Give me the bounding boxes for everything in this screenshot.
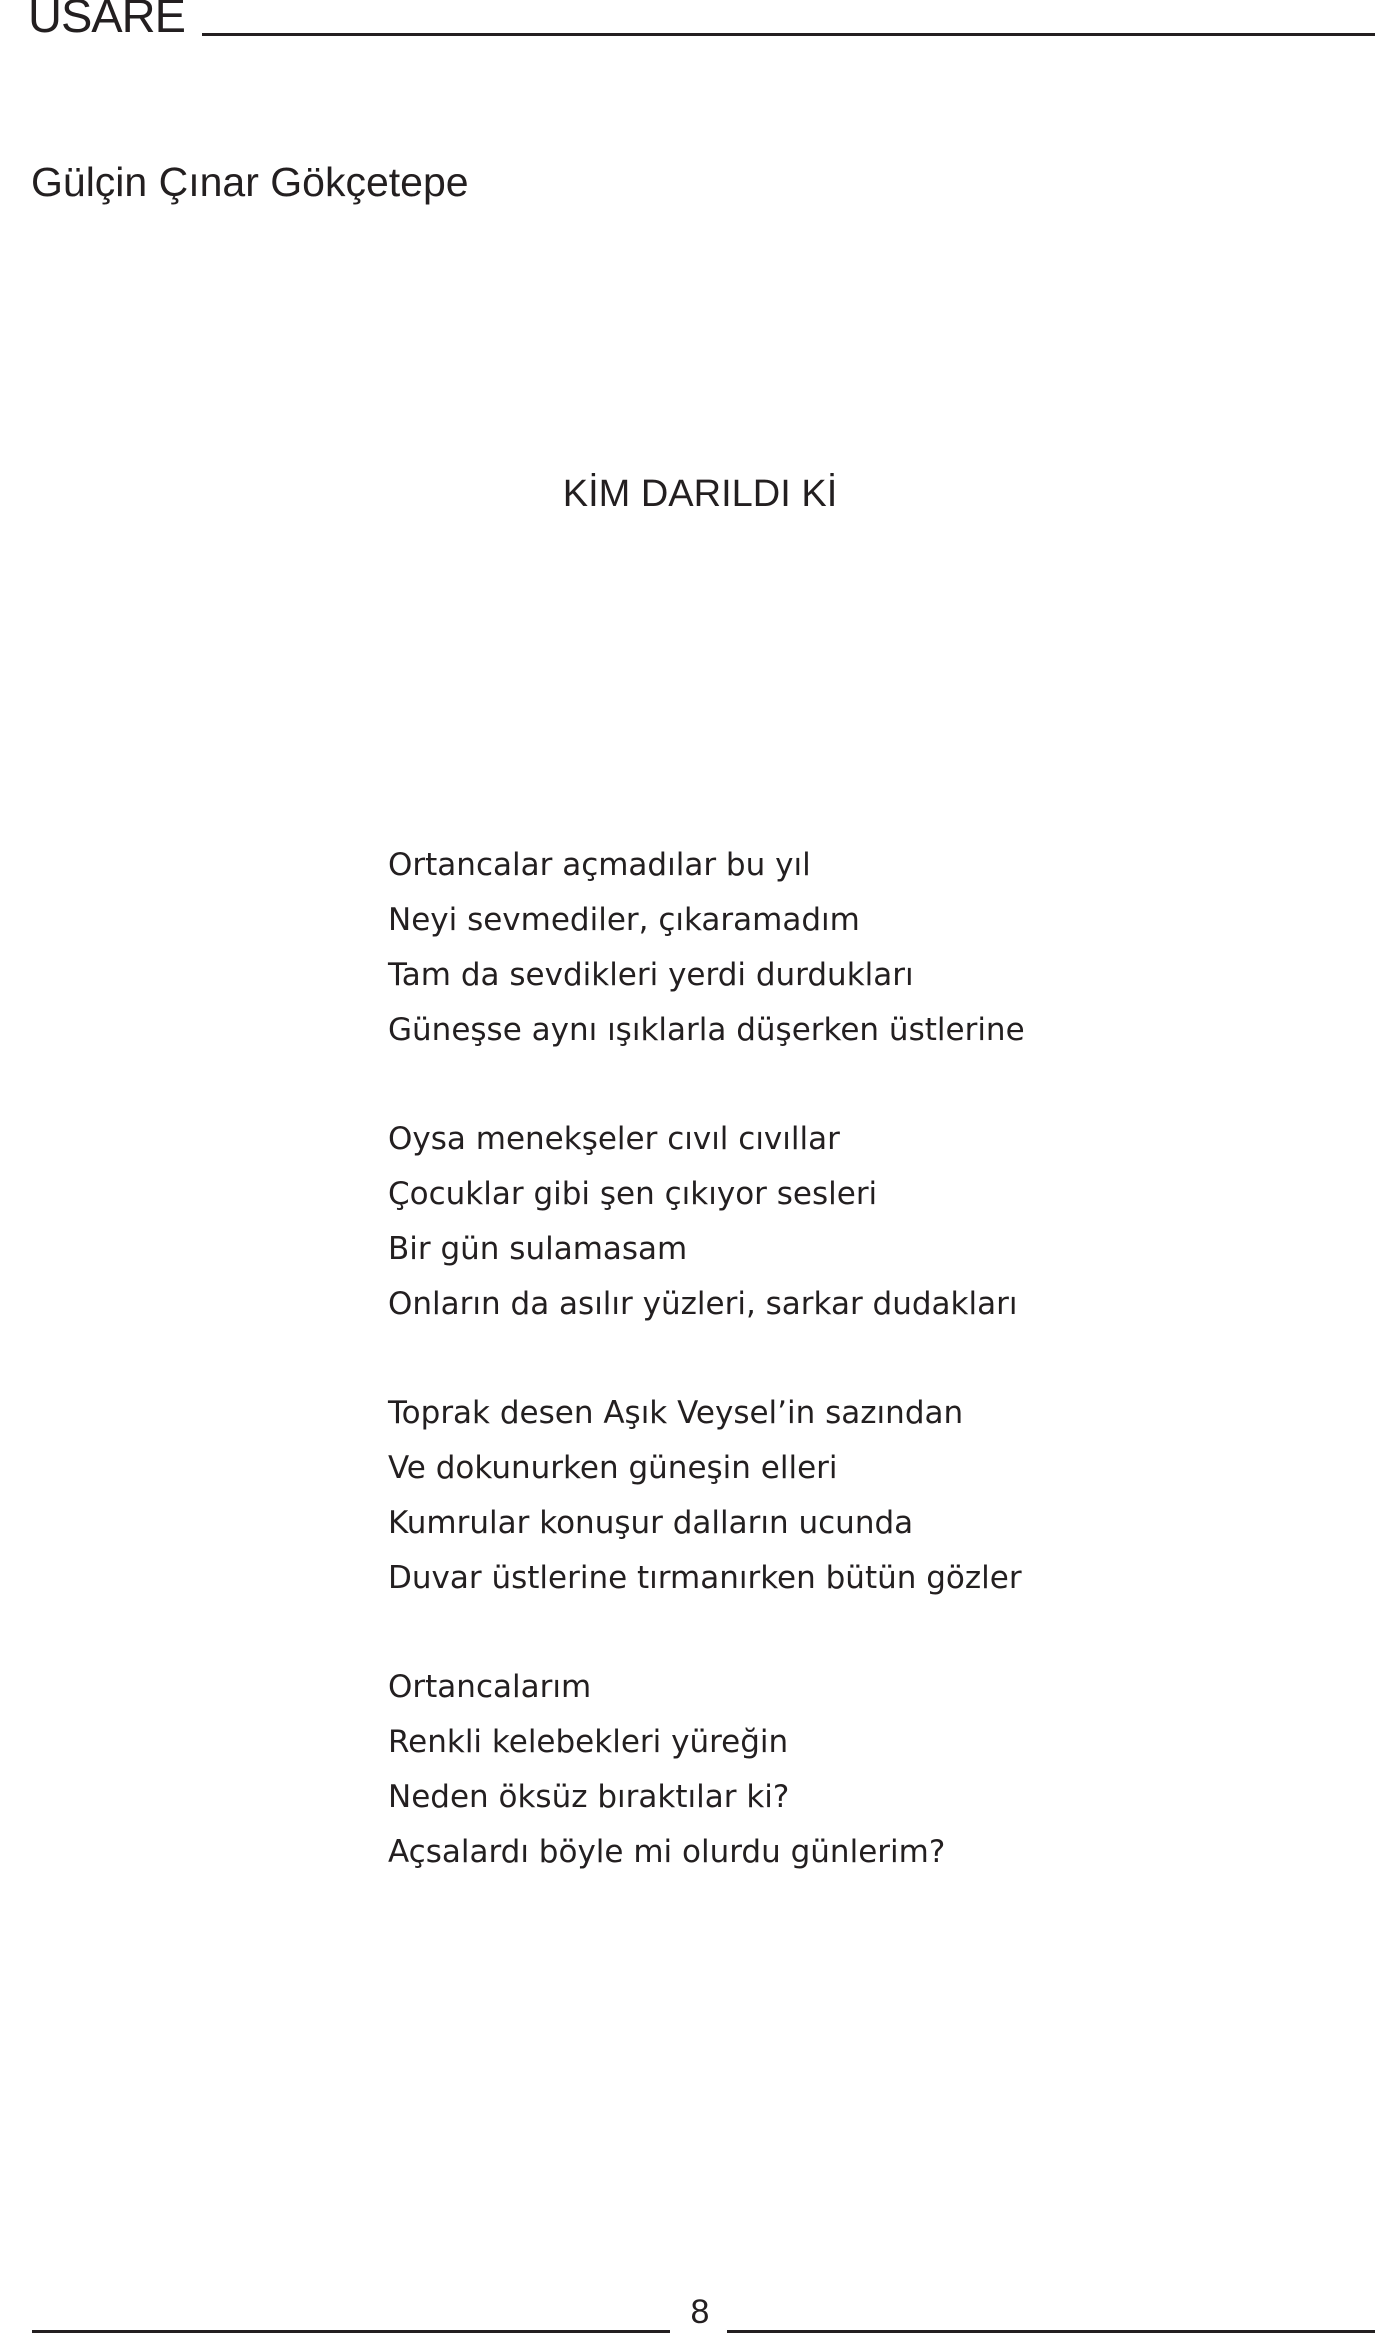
stanza-2 [388, 1112, 1288, 1332]
poem-line: Neden öksüz bıraktılar ki? [388, 1779, 790, 1815]
poem-line: Bir gün sulamasam [388, 1231, 688, 1267]
poem-line: Onların da asılır yüzleri, sarkar dudakları [388, 1286, 1018, 1322]
stanza-3 [388, 1386, 1288, 1606]
page-number: 8 [690, 2293, 710, 2331]
stanza-4 [388, 1660, 1288, 1880]
poem-line: Duvar üstlerine tırmanırken bütün gözler [388, 1560, 1022, 1596]
header-rule [202, 33, 1375, 36]
poem-line: Ve dokunurken güneşin elleri [388, 1450, 838, 1486]
poem-line: Tam da sevdikleri yerdi durdukları [388, 957, 914, 993]
publication-name: USARE [28, 0, 185, 42]
poem-line: Güneşse aynı ışıklarla düşerken üstlerine [388, 1012, 1025, 1048]
poem-body [388, 838, 1288, 1934]
page-header [28, 0, 1375, 40]
poem-line: Toprak desen Aşık Veysel’in sazından [388, 1395, 964, 1431]
stanza-1 [388, 838, 1288, 1058]
poem-line: Ortancalarım [388, 1669, 592, 1705]
poem-line: Renkli kelebekleri yüreğin [388, 1724, 789, 1760]
page-footer [32, 2330, 1375, 2341]
poem-line: Açsalardı böyle mi olurdu günlerim? [388, 1834, 946, 1870]
author-name: Gülçin Çınar Gökçetepe [31, 159, 469, 205]
poem-title: KİM DARILDI Kİ [562, 473, 838, 515]
poem-line: Çocuklar gibi şen çıkıyor sesleri [388, 1176, 878, 1212]
poem-line: Neyi sevmediler, çıkaramadım [388, 902, 860, 938]
footer-rule-right [727, 2330, 1375, 2333]
poem-line: Ortancalar açmadılar bu yıl [388, 847, 811, 883]
poem-line: Kumrular konuşur dalların ucunda [388, 1505, 914, 1541]
footer-rule-left [32, 2330, 670, 2333]
poem-line: Oysa menekşeler cıvıl cıvıllar [388, 1121, 840, 1157]
